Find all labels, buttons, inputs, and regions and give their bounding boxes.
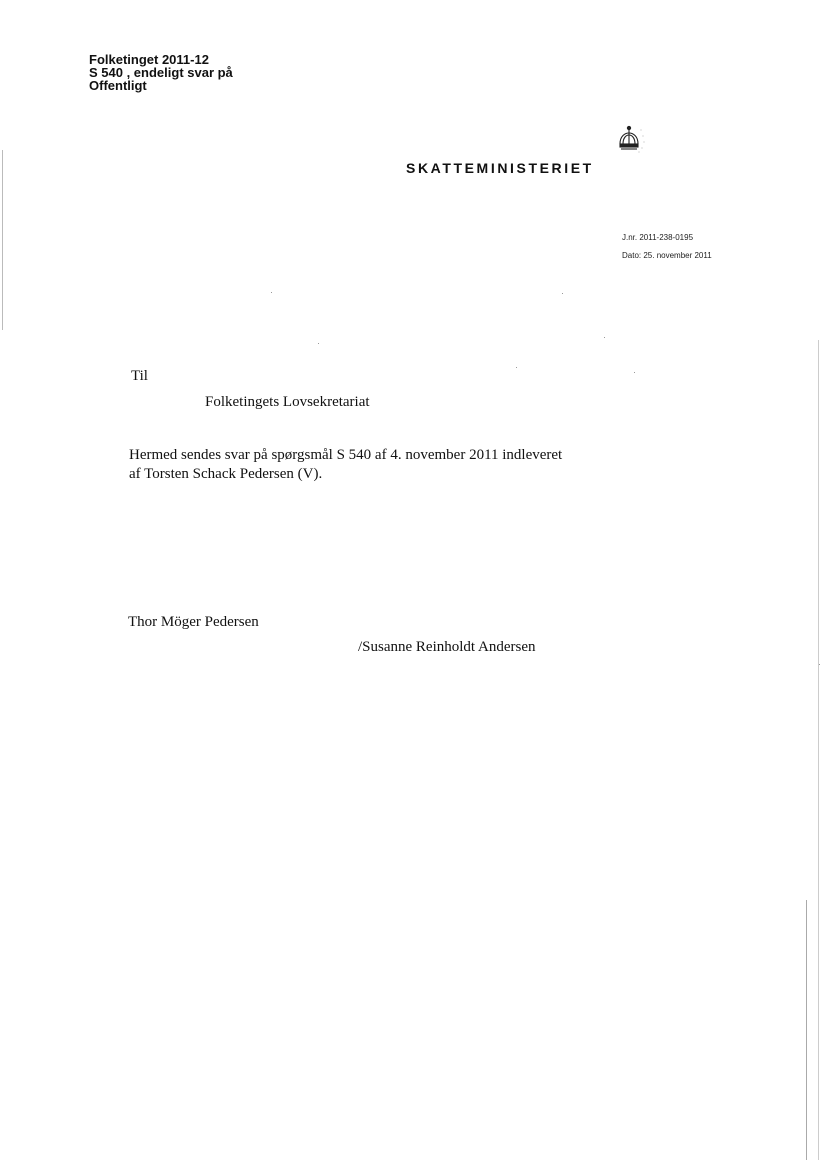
scan-speck <box>819 664 820 665</box>
body-line-2: af Torsten Schack Pedersen (V). <box>129 466 323 482</box>
scan-edge-right <box>818 340 819 1160</box>
crown-icon <box>614 124 648 154</box>
scan-edge-right-2 <box>806 900 807 1160</box>
stamp-line-status: Offentligt <box>89 78 147 93</box>
scan-speck <box>604 337 605 338</box>
minister-signature: Thor Möger Pedersen <box>128 614 259 630</box>
stamp-line-question: S 540 , endeligt svar på <box>89 65 233 80</box>
stamp-line-session: Folketinget 2011-12 <box>89 52 209 67</box>
reference-block <box>622 229 712 265</box>
recipient-name: Folketingets Lovsekretariat <box>205 394 370 410</box>
scan-speck <box>634 372 635 373</box>
scan-speck <box>516 367 517 368</box>
scan-speck <box>318 343 319 344</box>
scan-edge-left <box>2 150 3 330</box>
scan-speck <box>271 292 272 293</box>
scan-speck <box>562 293 563 294</box>
to-label: Til <box>131 368 148 384</box>
official-signature: /Susanne Reinholdt Andersen <box>358 639 536 655</box>
journal-number: J.nr. 2011-238-0195 <box>622 233 694 242</box>
body-line-1: Hermed sendes svar på spørgsmål S 540 af 4. november 2011 indleveret <box>129 447 563 463</box>
ministry-name: SKATTEMINISTERIET <box>406 160 594 176</box>
document-stamp <box>89 53 233 92</box>
letter-body <box>129 446 562 484</box>
letter-date: Dato: 25. november 2011 <box>622 251 712 260</box>
